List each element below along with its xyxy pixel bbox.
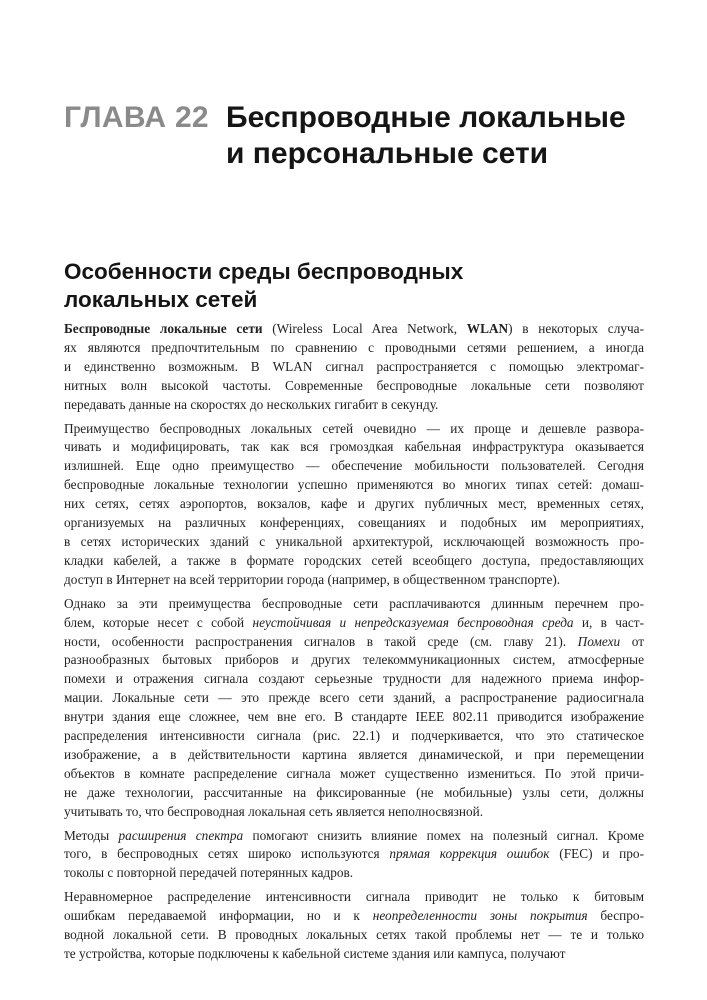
text-line: кладки кабелей, а также в формате городских сетей всеобщего доступа, предоставляющих — [64, 552, 644, 568]
text-line: чивать и модифицировать, так как вся громоздкая кабельная инфраструктура оказывается — [64, 439, 644, 455]
text-line: организуемых на различных конференциях, совещаниях и подобных им мероприятиях, — [64, 515, 644, 531]
text-line: мации. Локальные сети — это прежде всего сети зданий, а распространение радиосигнала — [64, 690, 644, 706]
text-line: Методы расширения спектра помогают снизить влияние помех на полезный сигнал. Кроме — [64, 827, 644, 843]
text-line: беспроводные локальные технологии успешно применяются во многих типах сетей: домаш- — [64, 477, 644, 493]
text-line: объектов в комнате распределение сигнала может существенно измениться. По этой причи- — [64, 765, 644, 781]
text-line: нитных волн высокой частоты. Современные беспроводные локальные сети позволяют — [64, 377, 644, 393]
text-line: передавать данные на скоростях до нескольких гигабит в секунду. — [64, 396, 439, 412]
text-line: внутри здания еще сложнее, чем вне его. В стандарте IEEE 802.11 приводится изображение — [64, 709, 644, 725]
text-line: Преимущество беспроводных локальных сетей очевидно — их проще и дешевле развора- — [64, 420, 644, 436]
paragraph — [64, 888, 644, 964]
paragraph — [64, 595, 644, 822]
chapter-number: ГЛАВА 22 — [64, 101, 209, 134]
chapter-title-line: Беспроводные локальные — [226, 101, 626, 134]
chapter-heading — [64, 100, 684, 172]
chapter-title-line: и персональные сети — [226, 137, 549, 170]
text-line: блем, которые несет с собой неустойчивая и непредсказуемая беспроводная среда и, в част- — [64, 614, 645, 630]
text-line: распределения интенсивности сигнала (рис. 22.1) и подчеркивается, что это статическое — [64, 728, 644, 744]
text-line: Неравномерное распределение интенсивности сигнала приводит не только к битовым — [64, 889, 644, 905]
text-line: доступ в Интернет на всей территории города (например, в общественном транспорте). — [64, 571, 561, 587]
text-line: те устройства, которые подключены к кабельной системе здания или кампуса, получают — [64, 946, 566, 961]
text-line: разнообразных бытовых приборов и других телекоммуникационных систем, атмосферные — [64, 652, 644, 668]
text-line: учитывать то, что беспроводная локальная сеть является неполносвязной. — [64, 803, 484, 819]
text-line: и единственно возможным. В WLAN сигнал распространяется с помощью электромаг- — [64, 358, 644, 374]
text-line: помехи и отражения сигнала создают серьезные трудности для надежного приема инфор- — [64, 671, 644, 687]
paragraph — [64, 420, 644, 590]
text-line: ошибкам передаваемой информации, но и к неопределенности зоны покрытия беспро- — [64, 908, 644, 924]
text-line: ях являются предпочтительным по сравнению с проводными сетями решением, а иногда — [64, 339, 644, 355]
text-line: излишней. Еще одно преимущество — обеспечение мобильности пользователей. Сегодня — [64, 458, 644, 474]
text-line: ности, особенности распространения сигналов в такой среде (см. главу 21). Помехи от — [64, 633, 645, 649]
text-line: них сетях, сетях аэропортов, вокзалов, кафе и других публичных мест, временных сетях, — [64, 496, 644, 512]
body-text — [64, 320, 644, 969]
chapter-title — [226, 100, 626, 172]
section-title-line: локальных сетей — [64, 287, 258, 312]
text-line: не даже технологии, рассчитанные на фиксированные (не мобильные) узлы сети, должны — [64, 784, 644, 800]
text-line: изображение, а в действительности картина является динамической, и при перемещении — [64, 746, 644, 762]
paragraph — [64, 320, 644, 415]
text-line: токолы с повторной передачей потерянных кадров. — [64, 865, 354, 881]
section-heading — [64, 258, 644, 314]
paragraph — [64, 827, 644, 884]
text-line: Беспроводные локальные сети (Wireless Local Area Network, WLAN) в некоторых случа- — [64, 321, 644, 336]
text-line: Однако за эти преимущества беспроводные сети расплачиваются длинным перечнем про- — [64, 595, 644, 611]
text-line: того, в беспроводных сетях широко используются прямая коррекция ошибок (FEC) и про- — [64, 846, 644, 862]
section-title-line: Особенности среды беспроводных — [64, 259, 464, 284]
text-line: водной локальной сети. В проводных локальных сетях такой проблемы нет — те и только — [64, 927, 644, 943]
text-line: в сетях исторических зданий с уникальной архитектурой, исключающей возможность про- — [64, 533, 644, 549]
